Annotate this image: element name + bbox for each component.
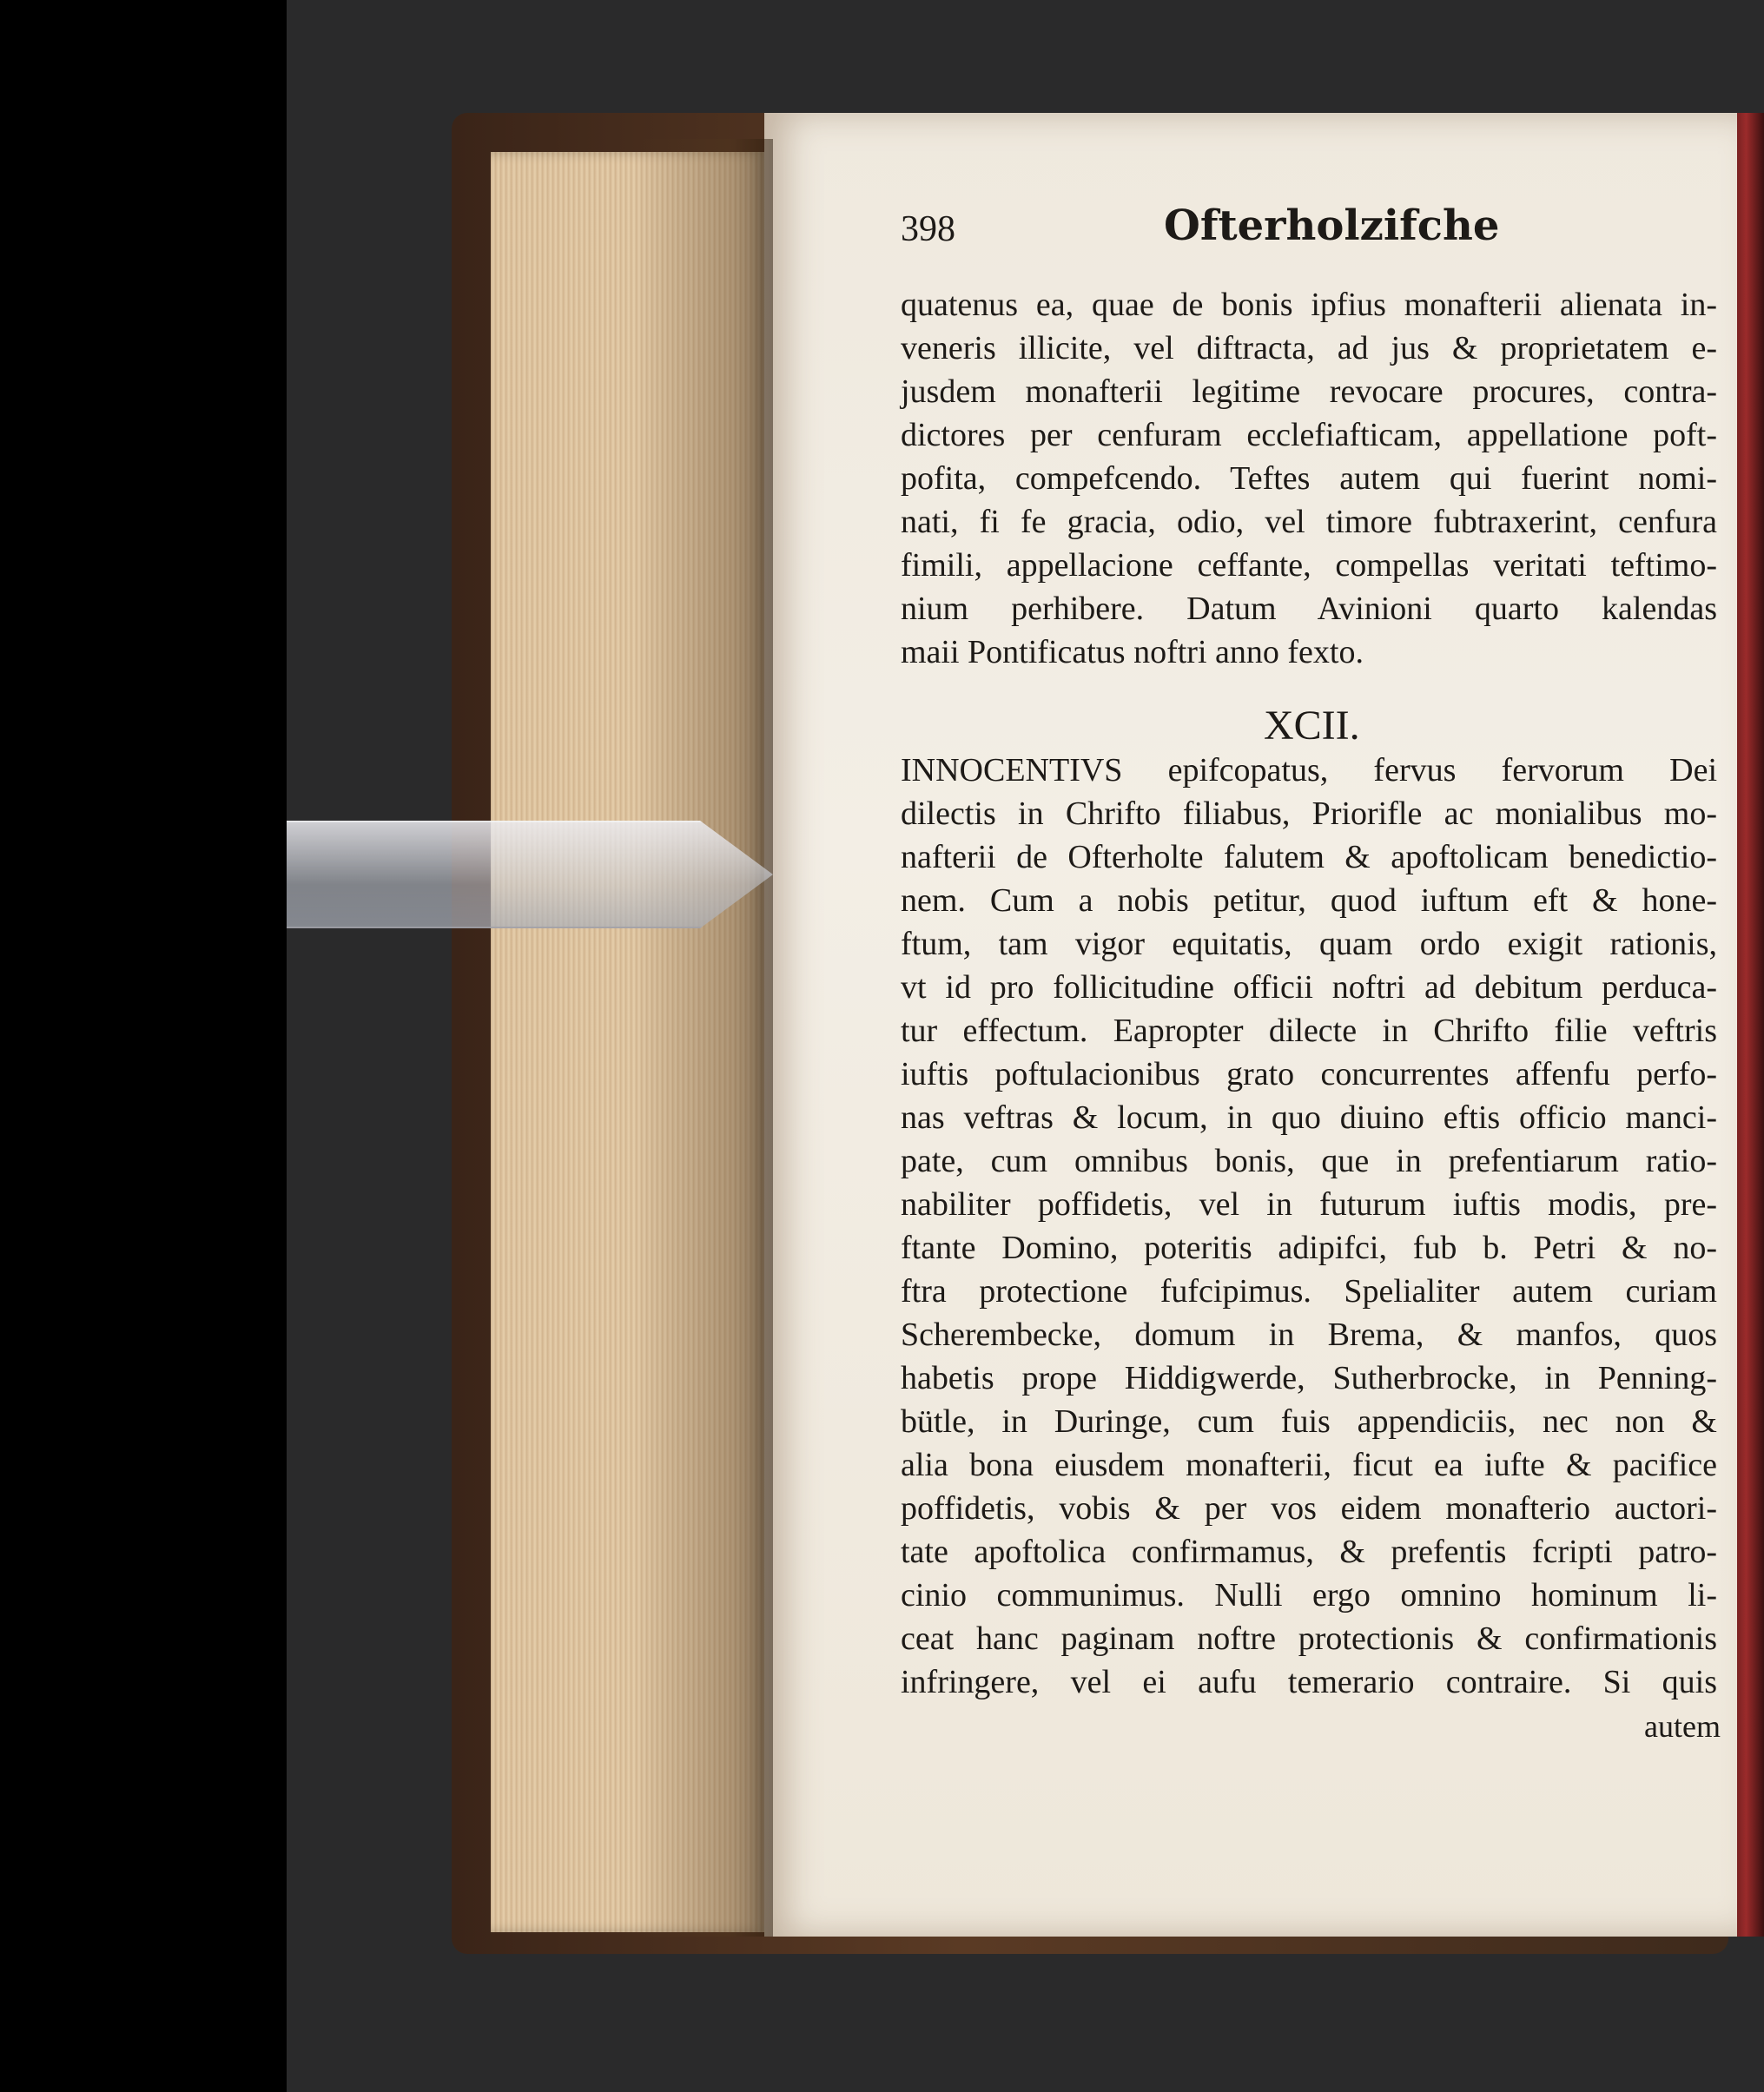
text-line: infringere, vel ei aufu temerario contraire. Si quis (901, 1664, 1717, 1700)
text-line: ftra protectione fufcipimus. Spelialiter autem curiam (901, 1273, 1717, 1310)
section-heading: XCII. (1264, 703, 1360, 749)
text-line: pofita, compefcendo. Teftes autem qui fuerint nomi- (901, 460, 1717, 497)
text-line: habetis prope Hiddigwerde, Sutherbrocke, in Penning- (901, 1360, 1717, 1396)
page-gutter (634, 139, 773, 1937)
text-line: Scherembecke, domum in Brema, & manfos, quos (901, 1317, 1717, 1353)
text-line: maii Pontificatus noftri anno fexto. (901, 634, 1364, 670)
text-line: nati, fi fe gracia, odio, vel timore fubtraxerint, cenfura (901, 504, 1717, 540)
text-line: pate, cum omnibus bonis, que in prefentiarum ratio- (901, 1143, 1717, 1179)
text-line: tate apoftolica confirmamus, & prefentis fcripti patro- (901, 1534, 1717, 1570)
running-head: Ofterholzifche (1164, 201, 1500, 250)
page-number: 398 (901, 209, 955, 249)
text-line: dilectis in Chrifto filiabus, Priorifle ac monialibus mo- (901, 795, 1717, 832)
text-line: ftum, tam vigor equitatis, quam ordo exigit rationis, (901, 926, 1717, 962)
text-line: alia bona eiusdem monafterii, ficut ea iufte & pacifice (901, 1447, 1717, 1483)
text-line: iuftis poftulacionibus grato concurrentes affenfu perfo- (901, 1056, 1717, 1092)
text-line: bütle, in Duringe, cum fuis appendiciis, nec non & (901, 1403, 1717, 1440)
text-line: poffidetis, vobis & per vos eidem monafterio auctori- (901, 1490, 1717, 1527)
text-line: quatenus ea, quae de bonis ipfius monafterii alienata in- (901, 287, 1717, 323)
text-line: nem. Cum a nobis petitur, quod iuftum eft & hone- (901, 882, 1717, 919)
text-line: ceat hanc paginam noftre protectionis & confirmationis (901, 1620, 1717, 1657)
catchword: autem (1644, 1709, 1721, 1744)
text-line: nas veftras & locum, in quo diuino eftis officio manci- (901, 1099, 1717, 1136)
text-line: veneris illicite, vel diftracta, ad jus & proprietatem e- (901, 330, 1717, 366)
bookmark-strip (287, 821, 773, 928)
text-line: nabiliter poffidetis, vel in futurum iuftis modis, pre- (901, 1186, 1717, 1223)
text-line: dictores per cenfuram ecclefiafticam, appellatione poft- (901, 417, 1717, 453)
text-line: jusdem monafterii legitime revocare procures, contra- (901, 373, 1717, 410)
text-line: vt id pro follicitudine officii noftri ad debitum perduca- (901, 969, 1717, 1006)
text-line: nafterii de Ofterholte falutem & apoftolicam benedictio- (901, 839, 1717, 875)
text-line: INNOCENTIVS epifcopatus, fervus fervorum Dei (901, 752, 1717, 789)
text-line: ftante Domino, poteritis adipifci, fub b. Petri & no- (901, 1230, 1717, 1266)
text-line: nium perhibere. Datum Avinioni quarto kalendas (901, 591, 1717, 627)
text-line: cinio communimus. Nulli ergo omnino hominum li- (901, 1577, 1717, 1614)
text-line: tur effectum. Eapropter dilecte in Chrifto filie veftris (901, 1013, 1717, 1049)
text-line: fimili, appellacione ceffante, compellas veritati teftimo- (901, 547, 1717, 584)
